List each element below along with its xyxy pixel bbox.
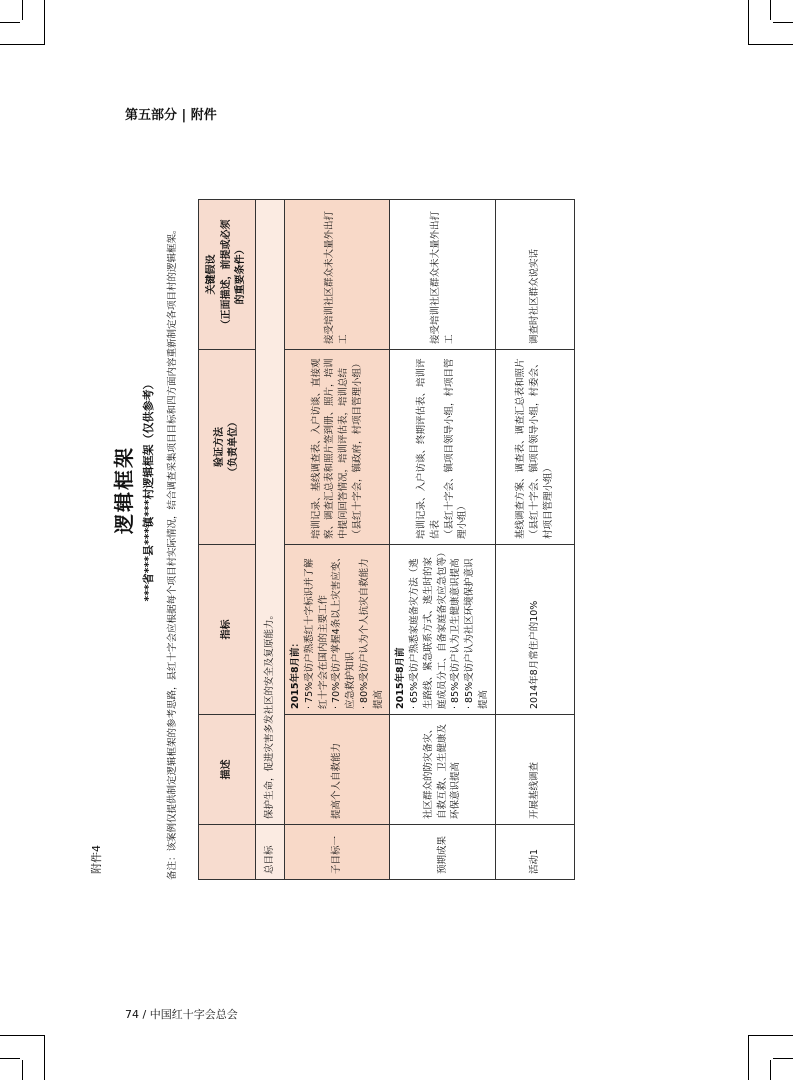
desc-cell: 社区群众的防灾备灾、自救互救、卫生健康及环保意识提高 [390, 715, 495, 825]
crop-mark [0, 44, 45, 45]
crop-mark [22, 0, 23, 20]
assumption-cell: 接受培训社区群众未大量外出打工 [390, 200, 495, 350]
table-header-row [199, 200, 256, 880]
crop-mark [748, 1035, 749, 1080]
desc-cell: 开展基线调查 [495, 715, 574, 825]
crop-mark [770, 1060, 771, 1080]
section-header: 第五部分 | 附件 [125, 108, 217, 123]
verify-cell [390, 350, 495, 545]
annex-label: 附件4 [90, 845, 103, 874]
crop-mark [0, 1035, 45, 1036]
crop-mark [748, 1035, 793, 1036]
crop-mark [773, 22, 793, 23]
indicator-cell [390, 545, 495, 715]
crop-mark [770, 0, 771, 20]
indicator-head: 2015年8月前 [395, 647, 407, 709]
header-cell [199, 200, 256, 350]
page-footer: 74 / 中国红十字会总会 [125, 1008, 238, 1021]
row-label: 预期成果 [390, 825, 495, 880]
indicator-cell [285, 545, 390, 715]
crop-mark [773, 1058, 793, 1059]
crop-mark [22, 1060, 23, 1080]
indicator-item: · 80%受访户认为个人抗灾自救能力提高 [358, 558, 384, 709]
indicator-item: · 65%受访户熟悉家庭备灾方法（逃生路线、紧急联系方式、逃生时的家庭成员分工、自备家庭备灾应急包等） [409, 547, 448, 709]
row-label: 子目标一 [285, 825, 390, 880]
header-text: 的重要条件） [235, 244, 247, 305]
header-text: 验证方法 [213, 427, 225, 467]
indicator-head: 2015年8月前： [290, 637, 301, 709]
assumption-cell: 接受培训社区群众未大量外出打工 [285, 200, 390, 350]
crop-mark [0, 22, 20, 23]
crop-mark [748, 0, 749, 45]
page-title: 逻辑框架 [112, 446, 136, 534]
verify-unit: （县红十字会、镇项目领导小组，村委会、村项目管理小组） [528, 358, 554, 539]
indicator-cell: 2014年8月常住户的10% [495, 545, 574, 715]
crop-mark [44, 0, 45, 45]
verify-unit: （县红十字会、镇项目领导小组，村项目管理小组） [443, 358, 469, 539]
row-label: 活动1 [495, 825, 574, 880]
header-cell: 描述 [199, 715, 256, 825]
verify-text: 培训记录、入户访谈、终期评估表、培训评估表 [416, 358, 441, 539]
crop-mark [748, 44, 793, 45]
desc-cell: 提高个人自救能力 [285, 715, 390, 825]
crop-mark [44, 1035, 45, 1080]
verify-text: 培训记录、基线调查表、入户访谈、直接观察、调查汇总表和照片签到册、照片，培训中提问回答情况，培训评估表，培训总结 [310, 358, 350, 539]
verify-cell [285, 350, 390, 545]
header-text: （负责单位） [228, 417, 239, 477]
goal-desc: 保护生命，促进灾害多发社区的安全及复原能力。 [256, 200, 285, 825]
header-text: 关键假设 [206, 254, 218, 295]
indicator-item: · 85%受访户认为卫生健康意识提高 [450, 558, 462, 709]
header-cell [199, 350, 256, 545]
verify-unit: （县红十字会，镇政府，村项目管理小组） [351, 358, 363, 539]
header-text: （正面描述，前提或必须 [220, 219, 232, 330]
table-row [390, 200, 495, 880]
header-cell: 指标 [199, 545, 256, 715]
page-subtitle: ***省***县***镇***村逻辑框架（仅供参考） [142, 378, 155, 602]
assumption-cell: 调查时社区群众说实话 [495, 200, 574, 350]
indicator-item: · 85%受访户认为社区环境保护意识提高 [464, 558, 489, 709]
note-text: 备注：该案例仅提供制定逻辑框架的参考思路，县红十字会应根据每个项目村实际情况，结合调查采集项目目标和四方面内容重新制定各项目村的逻辑框架。 [167, 224, 178, 880]
table-row [256, 200, 285, 880]
indicator-item: · 75%受访户熟悉红十字标识并了解红十字会在国内的主要工作 [303, 558, 329, 709]
logframe-table [198, 199, 575, 880]
indicator-item: · 70%受访户掌握4条以上灾害应变、应急救护知识 [331, 552, 357, 709]
table-row [285, 200, 390, 880]
verify-text: 基线调查方案、调查表、调查汇总表和照片 [515, 358, 527, 539]
verify-cell [495, 350, 574, 545]
crop-mark [0, 1058, 20, 1059]
header-cell [199, 825, 256, 880]
row-label: 总目标 [256, 825, 285, 880]
table-row [495, 200, 574, 880]
